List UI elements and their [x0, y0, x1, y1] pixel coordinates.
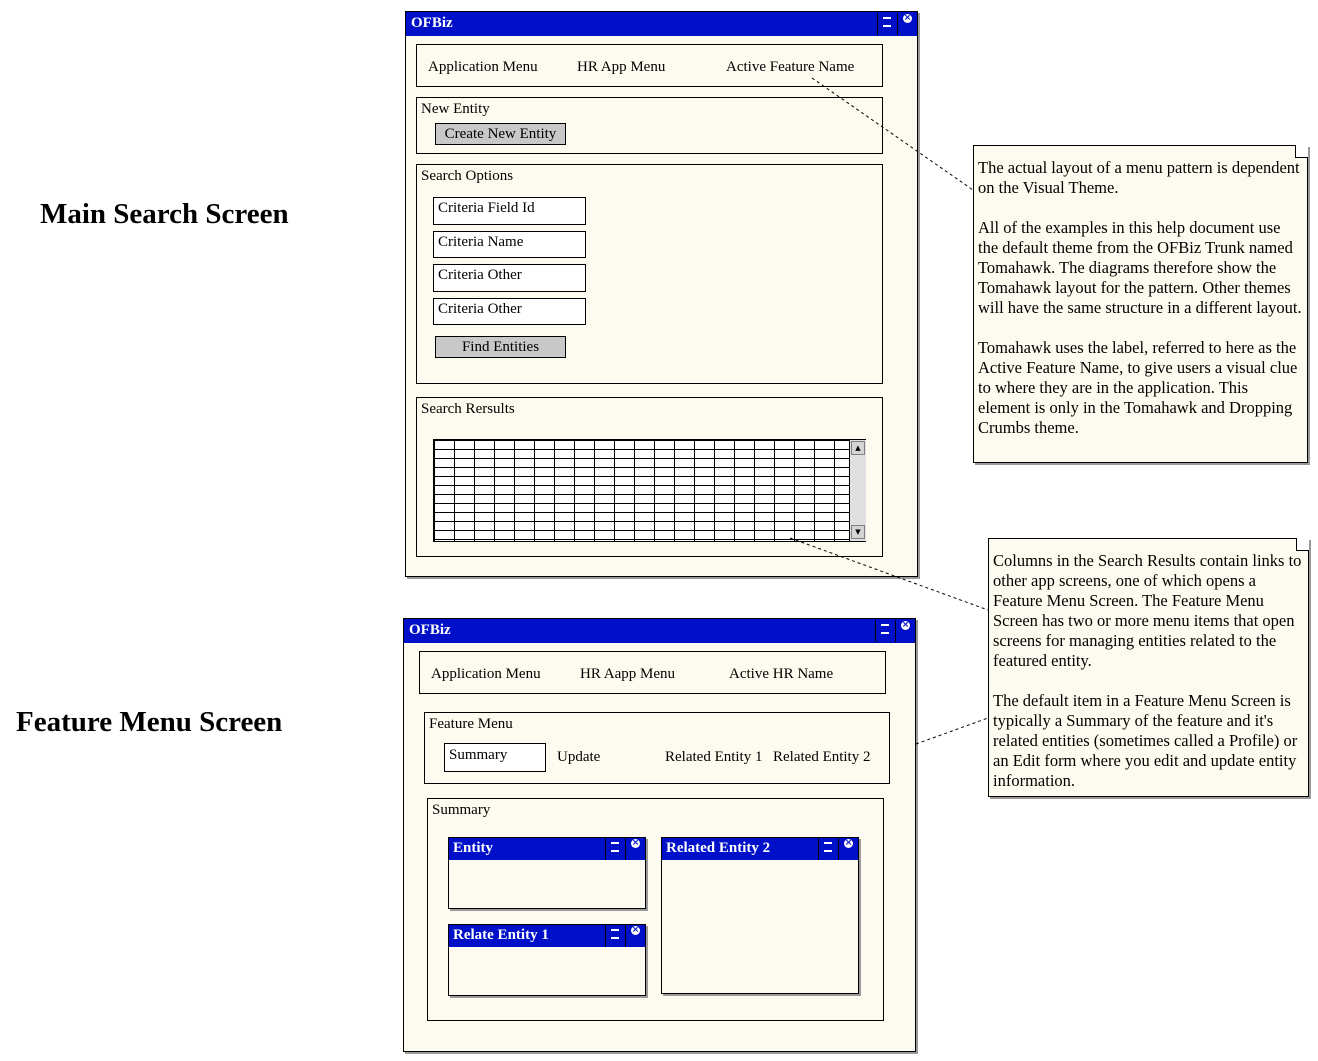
active-feature-name-label: Active Feature Name: [726, 59, 855, 75]
active-hr-name-label: Active HR Name: [729, 666, 834, 682]
feature-window-titlebar: [404, 619, 915, 643]
theme-note: [973, 145, 1308, 463]
minimize-icon[interactable]: [877, 13, 897, 35]
feature-menu-screen-label: Feature Menu Screen: [16, 706, 283, 738]
summary-section: [427, 798, 884, 1021]
create-new-entity-button[interactable]: Create New Entity: [435, 123, 566, 145]
search-options-heading: Search Options: [421, 168, 514, 184]
results-note-paragraph-1: Columns in the Search Results contain links to other app screens, one of which opens a Feature Menu Screen. The Feature Menu Screen has two or more menu items that open screens for managing entities related to the featured entity.: [993, 551, 1302, 670]
application-menu-link[interactable]: Application Menu: [431, 666, 541, 682]
minimize-icon[interactable]: [818, 838, 838, 860]
results-note: [988, 538, 1309, 797]
search-results-heading: Search Rersults: [421, 401, 515, 417]
summary-tab[interactable]: Summary: [444, 743, 546, 772]
feature-menu-window: [403, 618, 916, 1052]
close-icon[interactable]: [895, 620, 915, 642]
entity-panel: [448, 837, 646, 909]
update-tab[interactable]: Update: [557, 749, 601, 765]
feature-menu-heading: Feature Menu: [429, 716, 513, 732]
close-icon[interactable]: [625, 838, 645, 860]
criteria-field-id-input[interactable]: Criteria Field Id: [433, 197, 586, 225]
minimize-icon[interactable]: [605, 838, 625, 860]
application-menu-link[interactable]: Application Menu: [428, 59, 538, 75]
entity-panel-titlebar: [449, 838, 645, 860]
search-options-section: [416, 164, 883, 384]
new-entity-heading: New Entity: [421, 101, 490, 117]
summary-heading: Summary: [432, 802, 491, 818]
theme-note-paragraph-1: The actual layout of a menu pattern is dependent on the Visual Theme.: [978, 158, 1300, 197]
main-search-window: [405, 11, 918, 577]
related-entity-2-titlebar: [662, 838, 858, 860]
results-note-paragraph-2: The default item in a Feature Menu Screen is typically a Summary of the feature and it's related entities (sometimes called a Profile) or an Edit form where you edit and update entity information.: [993, 691, 1298, 790]
related-entity-2-tab[interactable]: Related Entity 2: [773, 749, 871, 765]
search-results-grid[interactable]: [433, 439, 866, 542]
feature-menu-section: [424, 712, 890, 784]
theme-note-paragraph-2: All of the examples in this help document use the default theme from the OFBiz Trunk named Tomahawk. The diagrams therefore show the Tomahawk layout for the pattern. Other themes will have the same structure in a different layout.: [978, 218, 1302, 317]
feature-app-menu-bar: [419, 651, 886, 694]
main-window-titlebar: [406, 12, 917, 36]
close-icon[interactable]: [897, 13, 917, 35]
criteria-name-input[interactable]: Criteria Name: [433, 231, 586, 258]
minimize-icon[interactable]: [875, 620, 895, 642]
scroll-down-arrow-icon[interactable]: ▼: [851, 525, 865, 539]
theme-note-paragraph-3: Tomahawk uses the label, referred to here as the Active Feature Name, to give users a visual clue to where they are in the application. This element is only in the Tomahawk and Dropping Crumbs theme.: [978, 338, 1298, 437]
search-results-section: [416, 397, 883, 557]
relate-entity-1-panel: [448, 924, 646, 996]
feature-window-title: OFBiz: [409, 622, 451, 638]
criteria-other-input[interactable]: Criteria Other: [433, 264, 586, 292]
minimize-icon[interactable]: [605, 925, 625, 947]
main-window-title: OFBiz: [411, 15, 453, 31]
scroll-up-arrow-icon[interactable]: ▲: [851, 441, 865, 455]
results-scrollbar[interactable]: [849, 440, 866, 541]
hr-app-menu-link[interactable]: HR Aapp Menu: [580, 666, 675, 682]
related-entity-2-panel: [661, 837, 859, 994]
connector-feature-menu: [916, 718, 988, 744]
hr-app-menu-link[interactable]: HR App Menu: [577, 59, 666, 75]
entity-panel-title: Entity: [453, 840, 494, 856]
relate-entity-1-title: Relate Entity 1: [453, 927, 549, 943]
close-icon[interactable]: [625, 925, 645, 947]
related-entity-2-title: Related Entity 2: [666, 840, 771, 856]
relate-entity-1-titlebar: [449, 925, 645, 947]
related-entity-1-tab[interactable]: Related Entity 1: [665, 749, 763, 765]
new-entity-section: [416, 97, 883, 154]
criteria-other-input-2[interactable]: Criteria Other: [433, 298, 586, 325]
app-menu-bar: [416, 44, 883, 87]
find-entities-button[interactable]: Find Entities: [435, 336, 566, 358]
main-search-screen-label: Main Search Screen: [40, 198, 289, 230]
close-icon[interactable]: [838, 838, 858, 860]
